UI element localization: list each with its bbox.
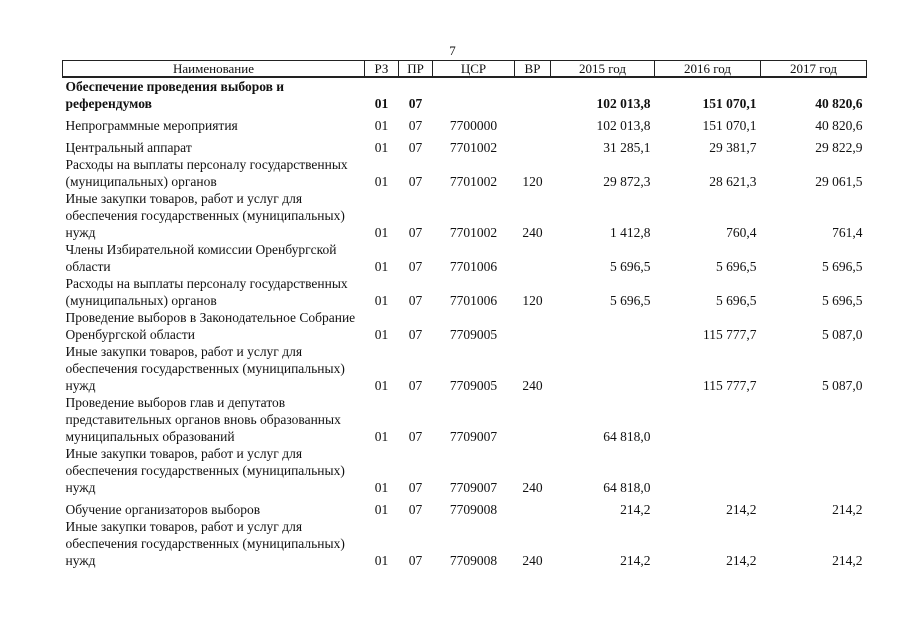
header-2017: 2017 год	[761, 61, 867, 78]
table-row	[63, 309, 867, 343]
row-vr	[515, 112, 551, 134]
row-name: Центральный аппарат	[65, 140, 192, 155]
table-row	[63, 77, 867, 112]
row-2015: 5 696,5	[610, 259, 651, 274]
row-2015: 102 013,8	[596, 96, 651, 111]
row-2016	[655, 394, 761, 445]
row-2015	[551, 309, 655, 343]
row-csr: 7701002	[449, 174, 498, 189]
table-row	[63, 134, 867, 156]
row-csr: 7709008	[449, 502, 498, 517]
row-name: Расходы на выплаты персоналу государственных (муниципальных) органов	[65, 157, 348, 189]
row-2016: 29 381,7	[709, 140, 757, 155]
row-2017: 40 820,6	[815, 96, 863, 111]
row-2017: 29 822,9	[815, 140, 863, 155]
row-vr	[515, 77, 551, 112]
row-2016: 5 696,5	[716, 259, 757, 274]
row-2015: 1 412,8	[610, 225, 651, 240]
row-vr: 240	[522, 378, 543, 393]
row-2015: 64 818,0	[603, 429, 651, 444]
table-row	[63, 518, 867, 569]
header-name: Наименование	[63, 61, 365, 78]
row-name: Иные закупки товаров, работ и услуг для обеспечения государственных (муниципальных) нужд	[65, 344, 345, 393]
row-rz: 01	[374, 378, 389, 393]
header-pr: ПР	[399, 61, 433, 78]
table-row	[63, 275, 867, 309]
row-2015: 5 696,5	[610, 293, 651, 308]
row-vr	[515, 496, 551, 518]
row-rz: 01	[374, 174, 389, 189]
row-2017	[761, 445, 867, 496]
row-2016: 115 777,7	[703, 327, 757, 342]
budget-table	[62, 60, 867, 569]
row-rz: 01	[374, 502, 389, 517]
header-csr: ЦСР	[433, 61, 515, 78]
header-2015: 2015 год	[551, 61, 655, 78]
row-2016	[655, 445, 761, 496]
row-csr: 7709005	[449, 378, 498, 393]
table-header-row	[63, 61, 867, 78]
row-csr: 7701002	[449, 140, 498, 155]
row-pr: 07	[408, 429, 423, 444]
header-2016: 2016 год	[655, 61, 761, 78]
row-2016: 151 070,1	[702, 118, 757, 133]
row-pr: 07	[408, 378, 423, 393]
row-2015: 214,2	[620, 553, 651, 568]
row-vr	[515, 309, 551, 343]
row-name: Обеспечение проведения выборов и референдумов	[65, 79, 285, 111]
row-vr: 120	[522, 293, 543, 308]
row-2017: 5 696,5	[822, 259, 863, 274]
row-rz: 01	[374, 225, 389, 240]
row-vr	[515, 134, 551, 156]
header-vr: ВР	[515, 61, 551, 78]
row-2017: 214,2	[832, 502, 863, 517]
table-row	[63, 112, 867, 134]
row-name: Проведение выборов в Законодательное Собрание Оренбургской области	[65, 310, 356, 342]
table-row	[63, 156, 867, 190]
row-pr: 07	[408, 293, 423, 308]
row-2016: 151 070,1	[702, 96, 757, 111]
row-pr: 07	[408, 118, 423, 133]
row-2017: 5 087,0	[822, 327, 863, 342]
row-2017	[761, 394, 867, 445]
row-rz: 01	[374, 140, 389, 155]
row-2016: 214,2	[726, 553, 757, 568]
row-2016: 115 777,7	[703, 378, 757, 393]
row-csr	[433, 77, 515, 112]
row-rz: 01	[374, 553, 389, 568]
row-rz: 01	[374, 429, 389, 444]
page-number: 7	[449, 43, 456, 58]
row-csr: 7709008	[449, 553, 498, 568]
row-pr: 07	[408, 225, 423, 240]
row-name: Обучение организаторов выборов	[65, 502, 261, 517]
row-2017: 5 087,0	[822, 378, 863, 393]
row-vr: 240	[522, 225, 543, 240]
row-rz: 01	[374, 118, 389, 133]
row-name: Расходы на выплаты персоналу государственных (муниципальных) органов	[65, 276, 348, 308]
row-2015	[551, 343, 655, 394]
row-2016: 5 696,5	[716, 293, 757, 308]
row-2017: 214,2	[832, 553, 863, 568]
row-vr	[515, 394, 551, 445]
row-rz: 01	[374, 327, 389, 342]
row-2017: 5 696,5	[822, 293, 863, 308]
table-row	[63, 496, 867, 518]
row-vr: 240	[522, 480, 543, 495]
row-name: Члены Избирательной комиссии Оренбургской области	[65, 242, 337, 274]
row-name: Иные закупки товаров, работ и услуг для обеспечения государственных (муниципальных) нужд	[65, 191, 345, 240]
row-csr: 7701002	[449, 225, 498, 240]
row-csr: 7709007	[449, 429, 498, 444]
row-2016: 214,2	[726, 502, 757, 517]
row-rz: 01	[374, 293, 389, 308]
row-2017: 40 820,6	[815, 118, 863, 133]
row-2015: 102 013,8	[596, 118, 651, 133]
table-row	[63, 445, 867, 496]
table-row	[63, 190, 867, 241]
row-2015: 31 285,1	[603, 140, 651, 155]
row-pr: 07	[408, 140, 423, 155]
header-rz: РЗ	[365, 61, 399, 78]
row-pr: 07	[408, 174, 423, 189]
row-vr	[515, 241, 551, 275]
row-pr: 07	[408, 480, 423, 495]
row-2015: 64 818,0	[603, 480, 651, 495]
row-vr: 120	[522, 174, 543, 189]
row-pr: 07	[408, 327, 423, 342]
row-vr: 240	[522, 553, 543, 568]
row-name: Проведение выборов глав и депутатов представительных органов вновь образованных муниципальных образований	[65, 395, 341, 444]
table-row	[63, 343, 867, 394]
row-pr: 07	[408, 259, 423, 274]
row-csr: 7701006	[449, 293, 498, 308]
row-csr: 7709007	[449, 480, 498, 495]
row-name: Непрограммные мероприятия	[65, 118, 238, 133]
row-2016: 28 621,3	[709, 174, 757, 189]
row-2015: 214,2	[620, 502, 651, 517]
row-2017: 761,4	[832, 225, 863, 240]
table-row	[63, 241, 867, 275]
row-csr: 7709005	[449, 327, 498, 342]
row-csr: 7701006	[449, 259, 498, 274]
row-rz: 01	[374, 480, 389, 495]
row-pr: 07	[408, 96, 423, 111]
row-pr: 07	[408, 502, 423, 517]
row-2017: 29 061,5	[815, 174, 863, 189]
row-rz: 01	[374, 259, 389, 274]
row-pr: 07	[408, 553, 423, 568]
row-2015: 29 872,3	[603, 174, 651, 189]
row-rz: 01	[374, 96, 389, 111]
row-name: Иные закупки товаров, работ и услуг для обеспечения государственных (муниципальных) нужд	[65, 446, 345, 495]
table-row	[63, 394, 867, 445]
row-name: Иные закупки товаров, работ и услуг для обеспечения государственных (муниципальных) нужд	[65, 519, 345, 568]
row-2016: 760,4	[726, 225, 757, 240]
row-csr: 7700000	[449, 118, 498, 133]
